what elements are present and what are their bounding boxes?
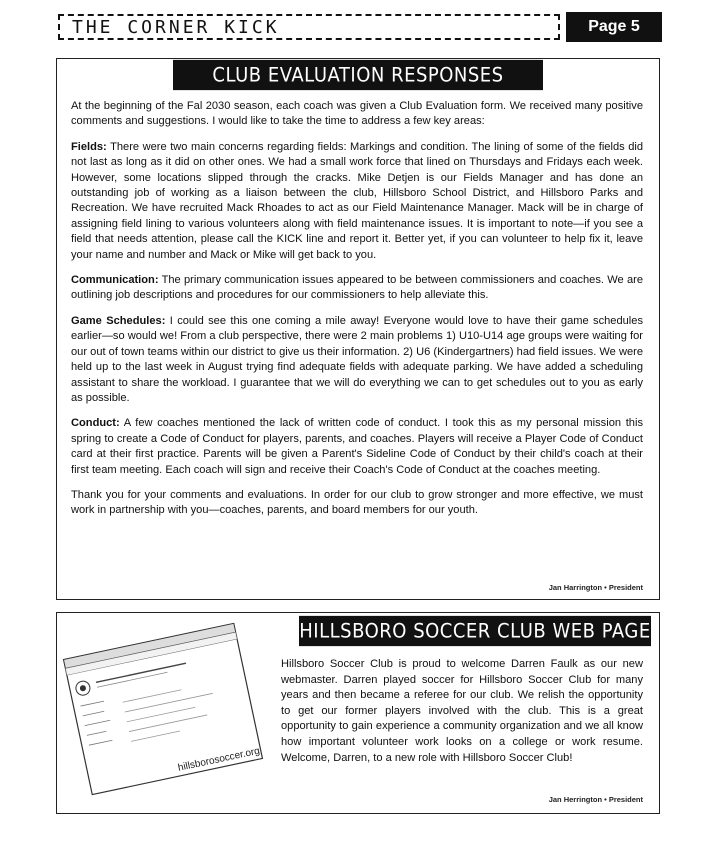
closing-paragraph: Thank you for your comments and evaluations. In order for our club to grow stronger and more effective, we must work in partnership with you—coaches, parents, and board members for our youth.: [71, 488, 643, 517]
game-schedules-paragraph: [71, 314, 643, 406]
game-schedules-text: I could see this one coming a mile away! Everyone would love to have their game schedules earlier—so would we! From a club perspective, there were 2 main problems 1) U10-U14 age groups were waiting for our out of town teams within our district to give us their information. 2) U6 (Kindergartners) had field issues. We were held up to the last week in August trying find adequate fields with adequate parking. We have added a scheduling assistant to share the workload. I guarantee that we will do everything we can to get schedules out to you as early as possible.: [71, 314, 643, 404]
fields-lead: Fields:: [71, 140, 107, 153]
masthead-title-frame: [58, 14, 560, 40]
intro-paragraph: At the beginning of the Fal 2030 season, each coach was given a Club Evaluation form. We received many positive comments and suggestions. I would like to take the time to address a few key areas:: [71, 100, 643, 128]
web-page-signature: Jan Herrington • President: [548, 795, 643, 804]
club-evaluation-heading: CLUB EVALUATION RESPONSES: [173, 60, 543, 90]
web-page-article: [56, 612, 660, 814]
communication-lead: Communication:: [71, 274, 159, 287]
newsletter-title: THE CORNER KICK: [72, 17, 280, 38]
conduct-text: A few coaches mentioned the lack of written code of conduct. I took this as my personal mission this spring to create a Code of Conduct for players, parents, and coaches. Players will receive a Player Code of Conduct card at their first practice. Parents will be given a Parent's Sideline Code of Conduct by their child's coach at their first team meeting. Each coach will sign and receive their Coach's Code of Conduct at the coaches meeting.: [71, 417, 643, 476]
conduct-lead: Conduct:: [71, 417, 120, 430]
fields-paragraph: [71, 140, 643, 263]
club-evaluation-body: [71, 99, 643, 529]
club-evaluation-signature: Jan Harrington • President: [548, 583, 643, 592]
game-schedules-lead: Game Schedules:: [71, 314, 166, 327]
fields-text: There were two main concerns regarding fields: Markings and condition. The lining of some of the fields did not last as long as it did on other ones. We had a small work force that lined on Thursdays and Fridays each week. However, some locations slipped through the cracks. Mike Detjen is our Fields Manager and has done an outstanding job of working as a liaison between the club, Hillsboro School District, and Hillsboro Parks and Recreation. We have recruited Mack Rhoades to act as our Field Maintenance Manager. Mack will be in charge of assigning field lining to various volunteers along with field maintenance issues. It is important to note—if you see a field that needs attention, please call the KICK line and report it. Better yet, if you can volunteer to help fix it, leave your name and number and Mack or Mike will get back to you.: [71, 140, 643, 261]
conduct-paragraph: [71, 416, 643, 478]
communication-paragraph: [71, 273, 643, 304]
club-evaluation-article: [56, 58, 660, 600]
page-number-tab: Page 5: [566, 12, 662, 42]
web-page-heading: HILLSBORO SOCCER CLUB WEB PAGE: [299, 616, 651, 646]
website-screenshot-image: [62, 622, 263, 796]
web-page-body: Hillsboro Soccer Club is proud to welcome Darren Faulk as our new webmaster. Darren played soccer for Hillsboro Soccer Club for many years and then became a referee for our club. We relish the opportunity to get our former players involved with the club. This is a great opportunity to gain experience a community organization and we all know how important volunteer work looks on a college or work resume. Welcome, Darren, to a new role with Hillsboro Soccer Club!: [281, 658, 643, 764]
communication-text: The primary communication issues appeared to be between commissioners and coaches. We are outlining job descriptions and procedures for our commissioners to help alleviate this.: [71, 274, 643, 302]
website-url-caption: hillsborosoccer.org: [177, 745, 261, 774]
